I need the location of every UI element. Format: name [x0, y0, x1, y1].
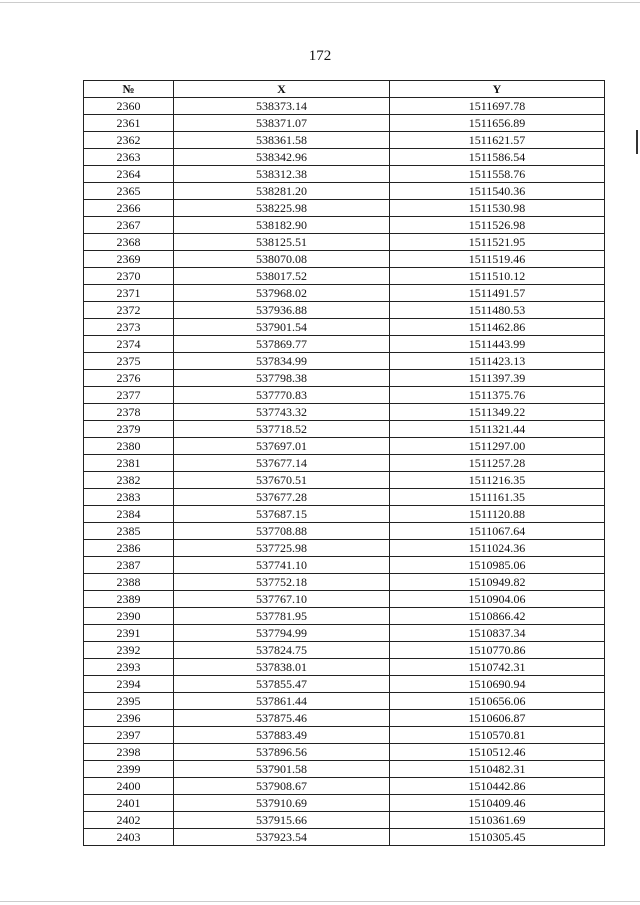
- cell-x: 537901.58: [174, 761, 390, 778]
- cell-x: 538371.07: [174, 115, 390, 132]
- table-row: [84, 217, 605, 234]
- cell-x: 537670.51: [174, 472, 390, 489]
- cell-x: 537838.01: [174, 659, 390, 676]
- cell-x: 537752.18: [174, 574, 390, 591]
- table-row: [84, 370, 605, 387]
- table-row: [84, 115, 605, 132]
- cell-y: 1511521.95: [390, 234, 605, 251]
- cell-number: 2360: [84, 98, 174, 115]
- cell-y: 1510866.42: [390, 608, 605, 625]
- cell-number: 2388: [84, 574, 174, 591]
- table-row: [84, 761, 605, 778]
- scan-top-edge: [0, 2, 640, 3]
- cell-x: 537936.88: [174, 302, 390, 319]
- table-row: [84, 438, 605, 455]
- cell-number: 2363: [84, 149, 174, 166]
- table-row: [84, 404, 605, 421]
- scan-edge-mark: [636, 130, 638, 154]
- cell-y: 1511120.88: [390, 506, 605, 523]
- cell-number: 2384: [84, 506, 174, 523]
- table-row: [84, 98, 605, 115]
- cell-y: 1510606.87: [390, 710, 605, 727]
- cell-number: 2361: [84, 115, 174, 132]
- cell-x: 537770.83: [174, 387, 390, 404]
- cell-number: 2387: [84, 557, 174, 574]
- cell-y: 1510305.45: [390, 829, 605, 846]
- table-row: [84, 302, 605, 319]
- table-row: [84, 166, 605, 183]
- cell-y: 1511397.39: [390, 370, 605, 387]
- cell-x: 538017.52: [174, 268, 390, 285]
- cell-x: 537915.66: [174, 812, 390, 829]
- cell-y: 1511462.86: [390, 319, 605, 336]
- page-number: 172: [308, 48, 332, 64]
- cell-number: 2391: [84, 625, 174, 642]
- table-row: [84, 727, 605, 744]
- cell-number: 2364: [84, 166, 174, 183]
- cell-x: 537677.14: [174, 455, 390, 472]
- cell-number: 2369: [84, 251, 174, 268]
- cell-x: 538125.51: [174, 234, 390, 251]
- cell-number: 2385: [84, 523, 174, 540]
- table-row: [84, 421, 605, 438]
- cell-y: 1510837.34: [390, 625, 605, 642]
- cell-x: 537824.75: [174, 642, 390, 659]
- table-row: [84, 812, 605, 829]
- cell-y: 1510512.46: [390, 744, 605, 761]
- cell-x: 537677.28: [174, 489, 390, 506]
- cell-x: 537697.01: [174, 438, 390, 455]
- cell-number: 2400: [84, 778, 174, 795]
- cell-number: 2372: [84, 302, 174, 319]
- cell-x: 537725.98: [174, 540, 390, 557]
- cell-y: 1511530.98: [390, 200, 605, 217]
- table-row: [84, 625, 605, 642]
- cell-y: 1511519.46: [390, 251, 605, 268]
- table-row: [84, 608, 605, 625]
- header-y: Y: [390, 81, 605, 98]
- table-row: [84, 489, 605, 506]
- cell-y: 1510656.06: [390, 693, 605, 710]
- cell-number: 2366: [84, 200, 174, 217]
- cell-y: 1511321.44: [390, 421, 605, 438]
- cell-number: 2403: [84, 829, 174, 846]
- header-row: [84, 81, 605, 98]
- cell-y: 1511443.99: [390, 336, 605, 353]
- cell-y: 1511067.64: [390, 523, 605, 540]
- cell-x: 537901.54: [174, 319, 390, 336]
- table-row: [84, 795, 605, 812]
- table-row: [84, 744, 605, 761]
- cell-x: 538342.96: [174, 149, 390, 166]
- table-body: [84, 98, 605, 846]
- cell-y: 1511375.76: [390, 387, 605, 404]
- cell-y: 1510985.06: [390, 557, 605, 574]
- cell-number: 2376: [84, 370, 174, 387]
- table-row: [84, 574, 605, 591]
- table-row: [84, 506, 605, 523]
- cell-number: 2365: [84, 183, 174, 200]
- cell-number: 2394: [84, 676, 174, 693]
- cell-number: 2381: [84, 455, 174, 472]
- cell-y: 1510570.81: [390, 727, 605, 744]
- cell-y: 1510482.31: [390, 761, 605, 778]
- table-row: [84, 591, 605, 608]
- cell-y: 1511586.54: [390, 149, 605, 166]
- cell-y: 1510442.86: [390, 778, 605, 795]
- cell-number: 2383: [84, 489, 174, 506]
- table-row: [84, 353, 605, 370]
- table-row: [84, 234, 605, 251]
- cell-number: 2373: [84, 319, 174, 336]
- cell-x: 538312.38: [174, 166, 390, 183]
- cell-x: 537741.10: [174, 557, 390, 574]
- cell-y: 1510690.94: [390, 676, 605, 693]
- cell-x: 537896.56: [174, 744, 390, 761]
- cell-x: 537910.69: [174, 795, 390, 812]
- cell-y: 1510949.82: [390, 574, 605, 591]
- cell-y: 1510361.69: [390, 812, 605, 829]
- cell-x: 537767.10: [174, 591, 390, 608]
- table-row: [84, 642, 605, 659]
- cell-number: 2380: [84, 438, 174, 455]
- cell-y: 1511257.28: [390, 455, 605, 472]
- cell-y: 1511216.35: [390, 472, 605, 489]
- cell-x: 537908.67: [174, 778, 390, 795]
- cell-x: 537883.49: [174, 727, 390, 744]
- cell-number: 2362: [84, 132, 174, 149]
- table-row: [84, 149, 605, 166]
- table-row: [84, 268, 605, 285]
- table-row: [84, 132, 605, 149]
- table-row: [84, 829, 605, 846]
- cell-number: 2390: [84, 608, 174, 625]
- cell-x: 537718.52: [174, 421, 390, 438]
- cell-y: 1511656.89: [390, 115, 605, 132]
- table-row: [84, 676, 605, 693]
- table-row: [84, 557, 605, 574]
- cell-number: 2396: [84, 710, 174, 727]
- table-row: [84, 387, 605, 404]
- cell-x: 537968.02: [174, 285, 390, 302]
- header-number: №: [84, 81, 174, 98]
- cell-y: 1511697.78: [390, 98, 605, 115]
- cell-number: 2371: [84, 285, 174, 302]
- cell-y: 1511297.00: [390, 438, 605, 455]
- cell-x: 537834.99: [174, 353, 390, 370]
- cell-y: 1511161.35: [390, 489, 605, 506]
- cell-y: 1511349.22: [390, 404, 605, 421]
- table-row: [84, 710, 605, 727]
- cell-x: 537687.15: [174, 506, 390, 523]
- table-row: [84, 540, 605, 557]
- cell-number: 2368: [84, 234, 174, 251]
- cell-number: 2377: [84, 387, 174, 404]
- cell-number: 2393: [84, 659, 174, 676]
- cell-number: 2389: [84, 591, 174, 608]
- cell-number: 2374: [84, 336, 174, 353]
- cell-number: 2375: [84, 353, 174, 370]
- cell-y: 1511491.57: [390, 285, 605, 302]
- cell-y: 1511510.12: [390, 268, 605, 285]
- table-row: [84, 693, 605, 710]
- cell-number: 2370: [84, 268, 174, 285]
- cell-number: 2378: [84, 404, 174, 421]
- cell-x: 537743.32: [174, 404, 390, 421]
- cell-number: 2367: [84, 217, 174, 234]
- table-row: [84, 285, 605, 302]
- cell-y: 1511540.36: [390, 183, 605, 200]
- cell-y: 1510904.06: [390, 591, 605, 608]
- cell-x: 537869.77: [174, 336, 390, 353]
- cell-x: 537798.38: [174, 370, 390, 387]
- cell-number: 2401: [84, 795, 174, 812]
- scan-bottom-edge: [0, 901, 640, 902]
- cell-number: 2379: [84, 421, 174, 438]
- cell-number: 2398: [84, 744, 174, 761]
- table-row: [84, 319, 605, 336]
- coordinates-table: [83, 80, 605, 846]
- cell-y: 1511480.53: [390, 302, 605, 319]
- table-header: [84, 81, 605, 98]
- cell-x: 538225.98: [174, 200, 390, 217]
- cell-y: 1511024.36: [390, 540, 605, 557]
- cell-x: 538182.90: [174, 217, 390, 234]
- table-row: [84, 336, 605, 353]
- table-row: [84, 455, 605, 472]
- cell-number: 2382: [84, 472, 174, 489]
- cell-x: 537708.88: [174, 523, 390, 540]
- cell-y: 1511558.76: [390, 166, 605, 183]
- cell-x: 537855.47: [174, 676, 390, 693]
- header-x: X: [174, 81, 390, 98]
- cell-x: 538281.20: [174, 183, 390, 200]
- table-row: [84, 523, 605, 540]
- cell-number: 2399: [84, 761, 174, 778]
- table-row: [84, 200, 605, 217]
- table-row: [84, 251, 605, 268]
- cell-number: 2392: [84, 642, 174, 659]
- cell-y: 1511423.13: [390, 353, 605, 370]
- cell-y: 1510742.31: [390, 659, 605, 676]
- cell-x: 537794.99: [174, 625, 390, 642]
- cell-number: 2402: [84, 812, 174, 829]
- cell-y: 1511526.98: [390, 217, 605, 234]
- cell-number: 2397: [84, 727, 174, 744]
- cell-y: 1510770.86: [390, 642, 605, 659]
- cell-x: 538070.08: [174, 251, 390, 268]
- cell-y: 1510409.46: [390, 795, 605, 812]
- table-row: [84, 778, 605, 795]
- cell-x: 538361.58: [174, 132, 390, 149]
- cell-x: 537861.44: [174, 693, 390, 710]
- cell-y: 1511621.57: [390, 132, 605, 149]
- table-row: [84, 659, 605, 676]
- cell-x: 538373.14: [174, 98, 390, 115]
- cell-number: 2386: [84, 540, 174, 557]
- cell-number: 2395: [84, 693, 174, 710]
- table-row: [84, 183, 605, 200]
- table-row: [84, 472, 605, 489]
- cell-x: 537875.46: [174, 710, 390, 727]
- cell-x: 537923.54: [174, 829, 390, 846]
- cell-x: 537781.95: [174, 608, 390, 625]
